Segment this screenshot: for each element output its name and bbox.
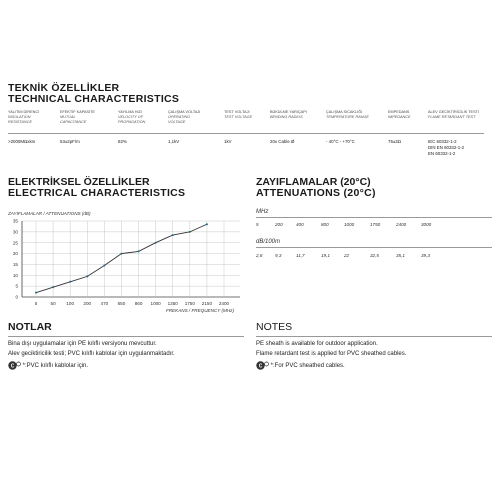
tech-label-en: OPERATING VOLTAGE <box>168 115 191 124</box>
attenuations-title-en: ATTENUATIONS (20°C) <box>256 187 376 199</box>
att-cell: 22 <box>344 253 350 258</box>
chart-x-tick-label: 470 <box>100 301 109 306</box>
chart-x-tick-label: 2150 <box>201 301 213 306</box>
chart-x-tick-label: 650 <box>117 301 126 306</box>
tech-label-tr: ALEV GECİKTİRİCİLİK TESTİ <box>428 110 479 114</box>
freq-cell: 800 <box>321 222 329 227</box>
tech-value-temperature: - 40°C - +70°C <box>326 139 355 144</box>
chart-x-tick-label: 860 <box>134 301 143 306</box>
note-tr-ce-text: *:PVC kılıflı kablolar için. <box>22 363 89 370</box>
tech-label-en: IMPEDANCE <box>388 115 411 119</box>
chart-x-label: FREKANS / FREQUENCY (MHz) <box>165 308 234 313</box>
chart-y-ticks <box>13 219 19 300</box>
chart-point <box>138 250 140 252</box>
chart-y-tick-label: 35 <box>12 218 18 224</box>
tech-label-tr: YALITIM DİRENCİ <box>8 110 40 114</box>
tech-label-tr: ÇALIŞMA VOLTAJI <box>168 110 201 114</box>
tech-value-capacitance: 53±2pF/m <box>60 139 80 144</box>
technical-title-tr: TEKNİK ÖZELLİKLER <box>8 82 120 94</box>
chart-y-tick-label: 10 <box>12 272 18 278</box>
tech-col-bending <box>270 110 307 120</box>
tech-value-flame-1: IEC 60332-1-2 <box>428 139 457 144</box>
tech-label-en: BENDING RADIUS <box>270 115 303 119</box>
notes-title-en: NOTES <box>256 321 293 333</box>
technical-table <box>8 110 496 170</box>
tech-col-flame <box>428 110 479 120</box>
electrical-title-en: ELECTRICAL CHARACTERISTICS <box>8 187 186 199</box>
tech-col-temperature <box>326 110 369 120</box>
attenuations-freq-label: MHz <box>256 209 269 215</box>
chart-point <box>172 234 174 236</box>
svg-text:C: C <box>258 363 263 370</box>
chart-y-label: ZAYIFLAMALAR / ATTENUATIONS (dB) <box>8 211 91 216</box>
attenuations-value-row <box>256 253 492 261</box>
chart-point <box>69 281 71 283</box>
att-cell: 35,1 <box>396 253 405 258</box>
tech-col-impedance <box>388 110 411 120</box>
tech-col-operating-voltage <box>168 110 208 125</box>
tech-label-en: VELOCITY OF PROPAGATION <box>118 115 146 124</box>
chart-point <box>86 275 88 277</box>
electrical-title-tr: ELEKTRİKSEL ÖZELLİKLER <box>8 176 150 188</box>
tech-value-velocity: 82% <box>118 139 127 144</box>
notes-title-tr: NOTLAR <box>8 321 52 333</box>
note-en-2: Flame retardant test is applied for PVC sheathed cables. <box>256 351 407 357</box>
note-en-ce-text: *:For PVC sheathed cables. <box>270 363 345 370</box>
freq-cell: 400 <box>296 222 304 227</box>
ce-mark-icon <box>8 361 21 370</box>
tech-label-en: TEMPERATURE RANGE <box>326 115 369 119</box>
attenuations-db-label: dB/100m <box>256 239 281 245</box>
chart-y-tick-label: 30 <box>12 229 18 235</box>
note-tr-1: Bina dışı uygulamalar için PE kılıflı versiyonu mevcuttur. <box>8 341 157 347</box>
attenuation-chart <box>0 205 250 317</box>
tech-col-capacitance <box>60 110 98 125</box>
tech-col-test-voltage <box>224 110 252 120</box>
tech-label-tr: EMPEDANS <box>388 110 410 114</box>
chart-point <box>52 286 54 288</box>
tech-label-en: INSULATION RESISTANCE <box>8 115 32 124</box>
tech-value-operating-voltage: 1,1kV <box>168 139 180 144</box>
tech-value-flame <box>428 139 464 157</box>
chart-x-tick-label: 100 <box>66 301 75 306</box>
chart-point <box>35 292 37 294</box>
svg-text:C: C <box>10 363 15 370</box>
chart-x-tick-label: 5 <box>34 301 38 306</box>
chart-x-tick-label: 1000 <box>150 301 161 306</box>
freq-cell: 1750 <box>370 222 381 227</box>
chart-x-tick-label: 50 <box>50 301 56 306</box>
att-cell: 2,8 <box>256 253 263 258</box>
tech-label-en: FLAME RETARDANT TEST <box>428 115 476 119</box>
chart-y-tick-label: 25 <box>12 240 18 246</box>
note-en-ce <box>256 361 345 370</box>
tech-value-impedance: 75±3Ω <box>388 139 402 144</box>
att-cell: 19,1 <box>321 253 330 258</box>
chart-y-tick-label: 20 <box>12 251 18 257</box>
tech-value-bending: 20x Cable Ø <box>270 139 295 144</box>
att-cell: 9,3 <box>275 253 282 258</box>
freq-cell: 1000 <box>344 222 355 227</box>
att-cell: 39,3 <box>421 253 430 258</box>
attenuations-divider <box>256 247 492 248</box>
tech-value-flame-2: DIN EN 60332-1-2 <box>428 145 465 150</box>
note-en-1: PE sheath is available for outdoor application. <box>256 341 378 347</box>
chart-x-tick-label: 200 <box>83 301 92 306</box>
freq-cell: 5 <box>256 222 259 227</box>
tech-label-en: TEST VOLTAGE <box>224 115 253 119</box>
chart-grid <box>22 221 240 297</box>
tech-label-tr: BÜKÜLME YARIÇAPI <box>270 110 307 114</box>
tech-value-test-voltage: 1kV <box>224 139 232 144</box>
freq-cell: 3000 <box>421 222 432 227</box>
chart-point <box>189 231 191 233</box>
freq-cell: 200 <box>275 222 283 227</box>
tech-label-tr: TEST VOLTAJI <box>224 110 250 114</box>
note-tr-ce <box>8 361 88 370</box>
chart-x-tick-label: 1350 <box>167 301 178 306</box>
tech-label-tr: ÇALIŞMA SICAKLIĞI <box>326 110 363 114</box>
attenuations-title-tr: ZAYIFLAMALAR (20°C) <box>256 176 371 188</box>
chart-point <box>103 265 105 267</box>
chart-x-tick-label: 1750 <box>184 301 195 306</box>
tech-label-tr: YAYILMA HIZI <box>118 110 142 114</box>
notes-divider-en <box>256 336 492 337</box>
chart-x-tick-label: 2400 <box>218 301 230 306</box>
att-cell: 11,7 <box>296 253 305 258</box>
note-tr-2: Alev geciktiricilik testi; PVC kılıflı kablolar için uygulanmaktadır. <box>8 351 175 357</box>
freq-cell: 2400 <box>396 222 407 227</box>
tech-value-insulation: >2000MΩxkm <box>8 139 36 144</box>
notes-divider-tr <box>8 336 244 337</box>
technical-divider <box>8 133 484 134</box>
chart-point <box>155 242 157 244</box>
attenuations-divider <box>256 217 492 218</box>
chart-y-tick-label: 0 <box>15 294 18 300</box>
chart-point <box>120 253 122 255</box>
chart-y-tick-label: 5 <box>15 283 18 289</box>
tech-value-flame-3: EN 60332-1-2 <box>428 151 456 156</box>
ce-mark-icon <box>256 361 269 370</box>
attenuations-freq-row <box>256 222 492 230</box>
technical-title-en: TECHNICAL CHARACTERISTICS <box>8 93 180 105</box>
att-cell: 32,5 <box>370 253 379 258</box>
chart-y-tick-label: 15 <box>12 262 18 268</box>
tech-col-velocity <box>118 110 162 125</box>
chart-point <box>206 223 208 225</box>
tech-label-en: MUTUAL CAPACITANCE <box>60 115 87 124</box>
chart-x-ticks <box>35 301 230 306</box>
tech-col-insulation <box>8 110 46 125</box>
tech-label-tr: EFEKTİF KAPASİTE <box>60 110 95 114</box>
